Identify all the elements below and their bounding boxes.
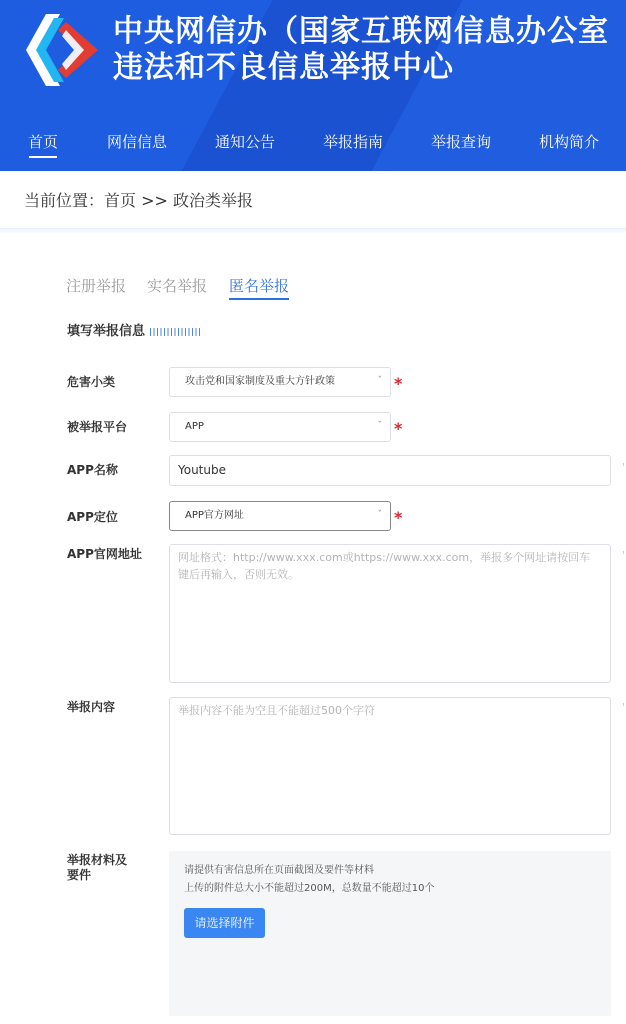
category-select[interactable] — [169, 367, 391, 397]
tab-anonymous-report[interactable]: 匿名举报 — [229, 274, 289, 300]
app-name-input[interactable] — [169, 455, 611, 486]
upload-hint: 请提供有害信息所在页面截图及要件等材料 — [184, 865, 374, 876]
app-url-textarea[interactable] — [169, 544, 611, 683]
tab-real-name-report[interactable]: 实名举报 — [147, 277, 208, 295]
category-label: 危害小类 — [67, 375, 116, 389]
upload-area — [169, 851, 611, 1016]
section-title-decoration — [150, 328, 202, 336]
report-content-placeholder: 举报内容不能为空且不能超过500个字符 — [178, 704, 375, 717]
app-locate-select[interactable] — [169, 501, 391, 531]
divider — [0, 228, 626, 234]
nav-report-guide[interactable]: 举报指南 — [323, 133, 384, 151]
required-mark: * — [394, 374, 403, 393]
breadcrumb: 当前位置：首页 >> 政治类举报 — [24, 191, 253, 210]
materials-label-line1: 举报材料及 — [67, 853, 128, 867]
select-attachment-button[interactable]: 请选择附件 — [184, 908, 265, 938]
chevron-down-icon: ˇ — [377, 376, 382, 386]
upload-limit-hint: 上传的附件总大小不能超过200M，总数量不能超过10个 — [184, 883, 435, 894]
section-title: 填写举报信息 — [67, 324, 146, 339]
nav-report-query[interactable]: 举报查询 — [431, 133, 492, 151]
nav-notices[interactable]: 通知公告 — [215, 133, 276, 151]
category-value: 攻击党和国家制度及重大方针政策 — [185, 376, 335, 387]
main-nav — [0, 122, 626, 162]
cac-logo-icon[interactable] — [16, 14, 100, 86]
app-name-value: Youtube — [178, 463, 226, 477]
nav-home[interactable]: 首页 — [28, 122, 58, 162]
required-mark-clipped: ' — [622, 462, 625, 473]
chevron-down-icon: ˇ — [377, 510, 382, 520]
required-mark-clipped: ' — [622, 702, 625, 713]
nav-cac-info[interactable]: 网信信息 — [107, 133, 168, 151]
content-label: 举报内容 — [67, 700, 116, 714]
site-header — [0, 0, 626, 171]
materials-label-line2: 要件 — [67, 868, 92, 882]
platform-value: APP — [185, 421, 204, 432]
report-content-textarea[interactable] — [169, 697, 611, 835]
app-name-label: APP名称 — [67, 463, 118, 477]
required-mark-clipped: ' — [622, 550, 625, 561]
chevron-down-icon: ˇ — [377, 421, 382, 431]
site-title-line1: 中央网信办（国家互联网信息办公室 — [113, 14, 609, 49]
nav-about[interactable]: 机构简介 — [539, 133, 600, 151]
required-mark: * — [394, 419, 403, 438]
app-url-label: APP官网地址 — [67, 547, 142, 561]
app-locate-label: APP定位 — [67, 510, 118, 524]
required-mark: * — [394, 508, 403, 527]
app-locate-value: APP官方网址 — [185, 510, 244, 521]
platform-label: 被举报平台 — [67, 420, 128, 434]
platform-select[interactable] — [169, 412, 391, 442]
site-title-line2: 违法和不良信息举报中心 — [113, 50, 454, 85]
tab-registered-report[interactable]: 注册举报 — [66, 277, 127, 295]
app-url-placeholder: 网址格式：http://www.xxx.com或https://www.xxx.com，举报多个网址请按回车键后再输入，否则无效。 — [178, 551, 591, 581]
